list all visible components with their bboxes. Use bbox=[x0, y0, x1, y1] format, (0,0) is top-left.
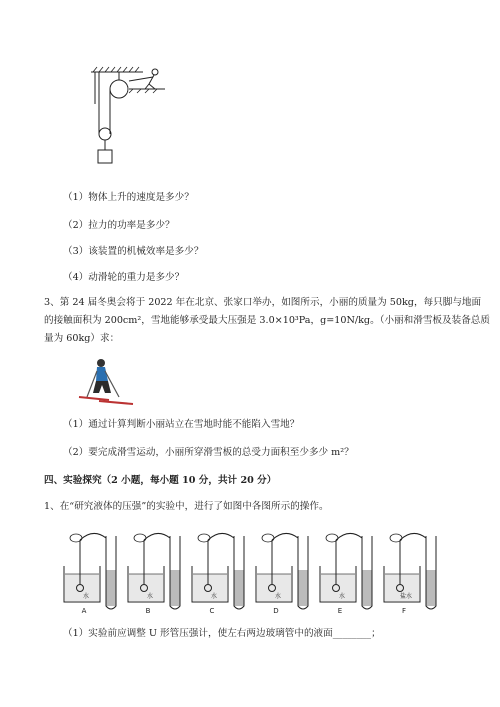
pulley-diagram bbox=[85, 62, 175, 172]
problem3-line3: 量为 60kg）求： bbox=[44, 333, 120, 344]
skier-illustration bbox=[75, 357, 137, 409]
experiment1-intro: 1、在“研究液体的压强”的实验中，进行了如图中各图所示的操作。 bbox=[44, 501, 329, 512]
pulley-question-3: （3）该装置的机械效率是多少？ bbox=[63, 246, 204, 257]
liquid-label: 水 bbox=[82, 593, 90, 600]
pulley-question-1: （1）物体上升的速度是多少？ bbox=[63, 192, 194, 203]
liquid-label: 盐水 bbox=[399, 593, 413, 600]
pulley-question-2: （2）拉力的功率是多少？ bbox=[63, 220, 175, 231]
pressure-experiment-figure bbox=[60, 526, 450, 614]
apparatus-a bbox=[64, 533, 116, 614]
liquid-label: 水 bbox=[274, 593, 282, 600]
apparatus-d bbox=[256, 533, 308, 614]
section4-title: 四、实验探究（2 小题，每小题 10 分，共计 20 分） bbox=[44, 475, 277, 486]
liquid-label: 水 bbox=[210, 593, 218, 600]
liquid-label: 水 bbox=[146, 593, 154, 600]
liquid-label: 水 bbox=[338, 593, 346, 600]
apparatus-b bbox=[128, 533, 180, 614]
apparatus-f bbox=[384, 533, 436, 614]
problem3-line2: 的接触面积为 200cm²，雪地能够承受最大压强是 3.0×10³Pa，g=10N/kg。（小丽和滑雪板及装备总质 bbox=[44, 315, 490, 326]
apparatus-label: A bbox=[81, 607, 87, 614]
apparatus-c bbox=[192, 533, 244, 614]
experiment1-question-1: （1）实验前应调整 U 形管压强计，使左右两边玻璃管中的液面________； bbox=[63, 628, 381, 639]
problem3-question-2: （2）要完成滑雪运动，小丽所穿滑雪板的总受力面积至少多少 m²？ bbox=[63, 447, 354, 458]
apparatus-label: B bbox=[145, 607, 151, 614]
pulley-question-4: （4）动滑轮的重力是多少？ bbox=[63, 272, 185, 283]
apparatus-label: E bbox=[337, 607, 343, 614]
apparatus-label: F bbox=[401, 607, 407, 614]
problem3-line1: 3、第 24 届冬奥会将于 2022 年在北京、张家口举办，如图所示，小丽的质量为 50kg，每只脚与地面 bbox=[44, 297, 482, 308]
apparatus-label: D bbox=[273, 607, 279, 614]
apparatus-e bbox=[320, 533, 372, 614]
apparatus-label: C bbox=[209, 607, 215, 614]
problem3-question-1: （1）通过计算判断小丽站立在雪地时能不能陷入雪地？ bbox=[63, 419, 300, 430]
